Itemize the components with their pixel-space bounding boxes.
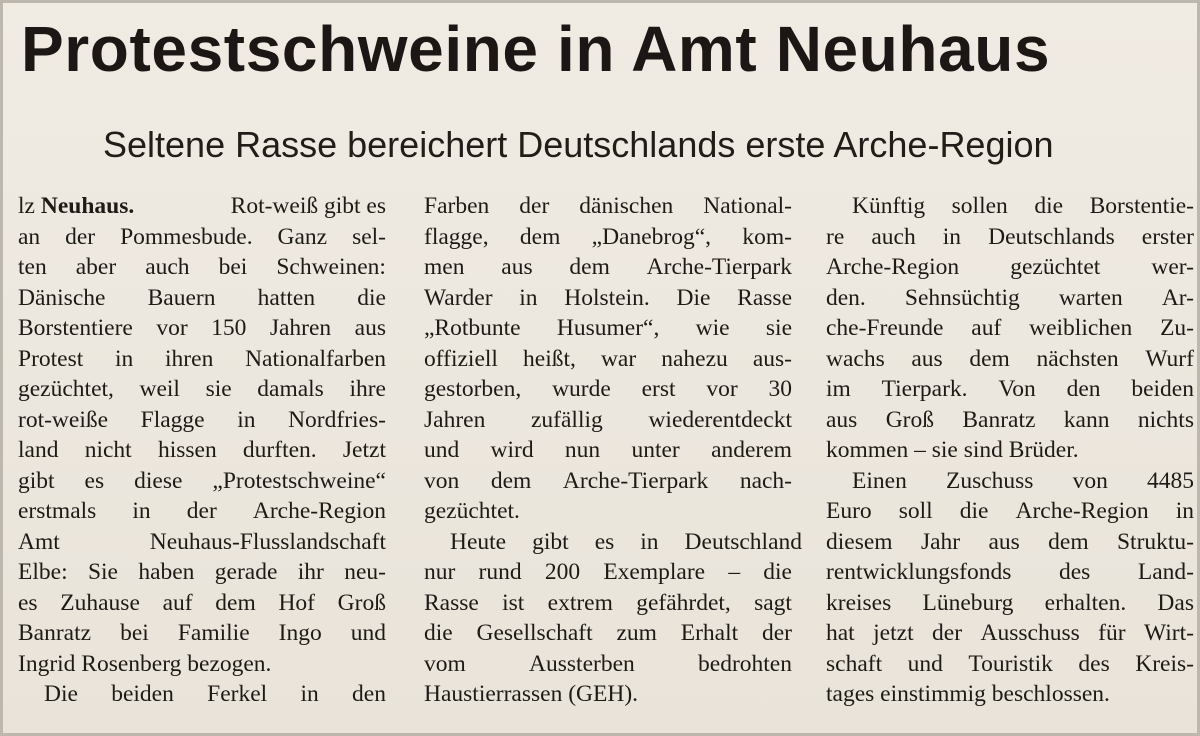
word: bei <box>218 254 248 280</box>
article-line <box>826 527 1194 558</box>
word: Zuschuss <box>945 467 1034 494</box>
word: Hof <box>278 589 315 616</box>
word: Protest <box>18 345 84 372</box>
word: hissen <box>157 437 217 463</box>
word: sagt <box>754 589 792 616</box>
word: Tierpark. <box>881 376 968 402</box>
word: soll <box>898 498 933 524</box>
word: war <box>600 345 637 372</box>
word: vor <box>156 315 188 341</box>
article-column-1 <box>18 191 386 710</box>
word: gerade <box>214 559 278 585</box>
word: beiden <box>111 681 174 707</box>
word: Ferkel <box>207 681 268 707</box>
word: re <box>826 223 845 250</box>
word: nur <box>424 559 456 585</box>
article-line <box>826 191 1194 222</box>
word: Deutschlands <box>988 223 1115 250</box>
word: in <box>300 681 319 707</box>
word: sie <box>205 376 232 402</box>
word: Warder <box>424 284 493 311</box>
word: aus <box>988 528 1020 555</box>
word: aus <box>826 406 858 433</box>
article-column-2 <box>424 191 803 710</box>
word: Von <box>998 376 1036 402</box>
word: Touristik <box>968 650 1053 677</box>
article-line <box>826 222 1194 253</box>
article-line <box>826 283 1194 314</box>
word: kom- <box>742 223 792 250</box>
word: Erhalt <box>680 620 739 646</box>
word: ihre <box>349 376 386 402</box>
word: Bauern <box>147 284 216 311</box>
article-line <box>826 313 1194 344</box>
word: von <box>1072 467 1108 494</box>
word: durften. <box>242 437 317 463</box>
word: Banratz <box>962 406 1036 433</box>
word: flagge, <box>424 223 489 250</box>
article-line <box>18 557 386 588</box>
article-line <box>424 222 792 253</box>
word: die <box>1034 193 1064 219</box>
word: Arche-Region <box>1015 498 1149 524</box>
word: Schweinen: <box>276 254 386 280</box>
word: kann <box>1063 406 1110 433</box>
word: Husumer“, <box>556 315 660 341</box>
article-line <box>826 374 1194 405</box>
article-line <box>424 405 792 436</box>
word: Sehnsüchtig <box>904 284 1020 311</box>
word: die <box>763 559 792 585</box>
word: Ganz <box>277 223 328 250</box>
word: Heute <box>450 528 507 555</box>
word: – <box>728 559 741 585</box>
subheadline: Seltene Rasse bereichert Deutschlands erste Arche-Region <box>103 124 1054 165</box>
word: Euro <box>826 498 872 524</box>
word: Borstentiere <box>18 315 133 341</box>
word: wiederentdeckt <box>648 406 792 433</box>
article-line <box>424 588 792 619</box>
word: Die <box>44 681 78 707</box>
word: Arche-Tierpark <box>646 254 792 280</box>
word: Farben <box>424 193 490 219</box>
article-line <box>826 405 1194 436</box>
article-line <box>18 252 386 283</box>
word: kreises <box>826 589 892 616</box>
word: Jahren <box>269 315 332 341</box>
word: che-Freunde <box>826 315 944 341</box>
word: Einen <box>852 467 907 494</box>
article-line <box>826 557 1194 588</box>
article-line <box>18 313 386 344</box>
article-line <box>424 252 792 283</box>
word: offiziell <box>424 345 498 372</box>
article-line <box>18 679 386 710</box>
word: Amt <box>18 528 60 555</box>
word: dem <box>569 254 610 280</box>
word: diesem <box>826 528 893 555</box>
word: im <box>826 376 851 402</box>
word: ist <box>502 589 525 616</box>
word: nichts <box>1137 406 1194 433</box>
article-line <box>424 191 792 222</box>
word: Sie <box>87 559 118 585</box>
word: „Rotbunte <box>424 315 521 341</box>
article-line <box>826 466 1194 497</box>
word: „Danebrog“, <box>591 223 712 250</box>
word: jetzt <box>873 620 914 646</box>
word: „Protestschweine“ <box>212 467 386 494</box>
word: Flagge <box>140 406 205 433</box>
word: erstmals <box>18 498 97 524</box>
article-line <box>18 496 386 527</box>
word: Gesellschaft <box>476 620 593 646</box>
word: Kreis- <box>1135 650 1194 677</box>
word: den <box>352 681 386 707</box>
word: es <box>594 528 615 555</box>
word: Arche-Region <box>252 498 386 524</box>
word: diese <box>134 467 183 494</box>
word: rot-weiße <box>18 406 109 433</box>
word: Holstein. <box>564 284 650 311</box>
word: nun <box>564 437 601 463</box>
word: haben <box>138 559 195 585</box>
word: in <box>942 223 962 250</box>
word: hat <box>826 620 855 646</box>
word: sollen <box>951 193 1008 219</box>
word: Jahr <box>920 528 961 555</box>
article-line <box>424 649 792 680</box>
word: der <box>519 193 550 219</box>
word: ten <box>18 254 47 280</box>
article-line <box>18 344 386 375</box>
article-line <box>424 527 803 558</box>
word: beiden <box>1131 376 1194 402</box>
word: Ingo <box>278 620 322 646</box>
word: nicht <box>84 437 132 463</box>
article-line-text: Rot-weiß gibt es <box>230 193 386 219</box>
word: und <box>907 650 943 677</box>
article-line <box>424 374 792 405</box>
word: gibt <box>18 467 55 494</box>
word: 150 <box>211 315 247 341</box>
byline-prefix: lz Neuhaus. <box>18 193 135 219</box>
word: damals <box>257 376 324 402</box>
word: extrem <box>547 589 613 616</box>
word: Das <box>1157 589 1194 616</box>
word: dem <box>490 467 532 494</box>
article-line <box>18 283 386 314</box>
article-line <box>424 557 792 588</box>
word: die <box>959 498 989 524</box>
word: bedrohten <box>698 650 792 677</box>
article-line <box>424 283 792 314</box>
word: wachs <box>826 345 885 372</box>
word: zum <box>616 620 657 646</box>
word: Groß <box>337 589 386 616</box>
word: dänischen <box>579 193 674 219</box>
word: Wirt- <box>1144 620 1194 646</box>
word: weil <box>139 376 180 402</box>
word: auch <box>871 223 916 250</box>
word: Rasse <box>424 589 479 616</box>
article-line: tages einstimmig beschlossen. <box>826 681 1110 707</box>
word: erst <box>641 376 676 402</box>
word: gestorben, <box>424 376 522 402</box>
word: unter <box>631 437 680 463</box>
word: auf <box>971 315 1002 341</box>
word: sel- <box>352 223 386 250</box>
word: in <box>237 406 256 433</box>
word: des <box>1078 650 1110 677</box>
word: wie <box>695 315 730 341</box>
word: der <box>761 620 792 646</box>
word: aus- <box>752 345 792 372</box>
word: aus <box>501 254 533 280</box>
word: nächsten <box>1036 345 1119 372</box>
word: Nordfries- <box>288 406 386 433</box>
word: weiblichen <box>1029 315 1133 341</box>
word: Nationalfarben <box>245 345 386 372</box>
article-line: kommen – sie sind Brüder. <box>826 437 1079 463</box>
word: in <box>132 498 151 524</box>
word: von <box>424 467 460 494</box>
word: National- <box>703 193 792 219</box>
word: Land- <box>1137 559 1194 585</box>
word: es <box>18 589 38 616</box>
word: aber <box>75 254 117 280</box>
dateline: Neuhaus. <box>40 193 135 219</box>
word: auf <box>162 589 193 616</box>
word: Zu- <box>1160 315 1194 341</box>
word: rund <box>478 559 522 585</box>
word: Struktu- <box>1116 528 1194 555</box>
word: Exemplare <box>603 559 706 585</box>
word: Familie <box>177 620 250 646</box>
word: den. <box>826 284 866 311</box>
article-line <box>424 435 792 466</box>
word: in <box>519 284 538 311</box>
word: des <box>1058 559 1091 585</box>
word: Ar- <box>1161 284 1194 311</box>
article-line: Haustierrassen (GEH). <box>424 681 639 707</box>
word: dem <box>1048 528 1089 555</box>
word: Groß <box>885 406 934 433</box>
word: bei <box>120 620 149 646</box>
word: dem <box>215 589 256 616</box>
word: ihr <box>297 559 324 585</box>
article-line <box>826 649 1194 680</box>
word: Zuhause <box>60 589 140 616</box>
word: den <box>1066 376 1101 402</box>
word: Pommesbude. <box>120 223 253 250</box>
word: men <box>424 254 465 280</box>
word: vor <box>706 376 738 402</box>
word: dem <box>969 345 1010 372</box>
article-line <box>18 405 386 436</box>
word: aus <box>354 315 386 341</box>
word: nahezu <box>661 345 728 372</box>
word: erster <box>1141 223 1194 250</box>
word: wer- <box>1151 254 1194 280</box>
word: heißt, <box>523 345 576 372</box>
word: und <box>350 620 386 646</box>
article-body <box>18 191 1194 726</box>
word: es <box>84 467 105 494</box>
word: Dänische <box>18 284 106 311</box>
word: sie <box>765 315 792 341</box>
article-line <box>424 466 792 497</box>
article-line <box>18 191 386 222</box>
word: wurde <box>552 376 611 402</box>
word: Neuhaus-Flusslandschaft <box>149 528 386 555</box>
article-line <box>826 588 1194 619</box>
article-line <box>826 618 1194 649</box>
headline: Protestschweine in Amt Neuhaus <box>21 13 1051 85</box>
article-line <box>424 344 792 375</box>
word: für <box>1098 620 1126 646</box>
word: 30 <box>768 376 792 402</box>
word: 200 <box>544 559 581 585</box>
word: der <box>932 620 963 646</box>
word: Arche-Region <box>826 254 960 280</box>
word: dem <box>519 223 561 250</box>
article-line <box>18 527 386 558</box>
word: auch <box>145 254 190 280</box>
word: Borstentie- <box>1089 193 1194 219</box>
article-line <box>18 466 386 497</box>
word: zufällig <box>531 406 603 433</box>
article-line <box>826 252 1194 283</box>
word: die <box>424 620 453 646</box>
article-line <box>424 618 792 649</box>
word: Aussterben <box>529 650 635 677</box>
article-line <box>18 618 386 649</box>
word: wird <box>490 437 534 463</box>
article-line: gezüchtet. <box>424 498 520 524</box>
word: warten <box>1058 284 1123 311</box>
word: und <box>424 437 460 463</box>
word: neu- <box>344 559 386 585</box>
word: Lüneburg <box>922 589 1014 616</box>
word: in <box>115 345 134 372</box>
word: Banratz <box>18 620 92 646</box>
article-line <box>18 222 386 253</box>
article-line: Ingrid Rosenberg bezogen. <box>18 650 272 677</box>
article-line <box>18 588 386 619</box>
word: nach- <box>739 467 792 494</box>
word: gefährdet, <box>636 589 731 616</box>
word: 4485 <box>1146 467 1194 494</box>
word: in <box>640 528 659 555</box>
word: Jahren <box>424 406 486 433</box>
word: Deutschland <box>684 528 803 555</box>
word: rentwicklungsfonds <box>826 559 1012 585</box>
word: Wurf <box>1145 345 1194 372</box>
word: vom <box>424 650 466 677</box>
word: Ausschuss <box>980 620 1080 646</box>
word: gezüchtet <box>1010 254 1101 280</box>
word: Rasse <box>737 284 792 311</box>
word: die <box>357 284 386 311</box>
word: schaft <box>826 650 883 677</box>
article-column-3 <box>826 191 1194 710</box>
word: erhalten. <box>1044 589 1127 616</box>
word: an <box>18 223 41 250</box>
word: der <box>186 498 217 524</box>
article-line <box>826 496 1194 527</box>
article-line <box>826 344 1194 375</box>
word: Arche-Tierpark <box>562 467 709 494</box>
word: anderem <box>711 437 792 463</box>
word: der <box>65 223 96 250</box>
word: Künftig <box>852 193 926 219</box>
word: Die <box>676 284 711 311</box>
word: Jetzt <box>342 437 386 463</box>
word: gezüchtet, <box>18 376 114 402</box>
word: gibt <box>532 528 569 555</box>
article-line <box>424 313 792 344</box>
word: in <box>1175 498 1194 524</box>
word: Elbe: <box>18 559 68 585</box>
article-line <box>18 435 386 466</box>
article-line <box>18 374 386 405</box>
word: aus <box>911 345 943 372</box>
word: ihren <box>165 345 214 372</box>
word: land <box>18 437 59 463</box>
word: hatten <box>257 284 316 311</box>
